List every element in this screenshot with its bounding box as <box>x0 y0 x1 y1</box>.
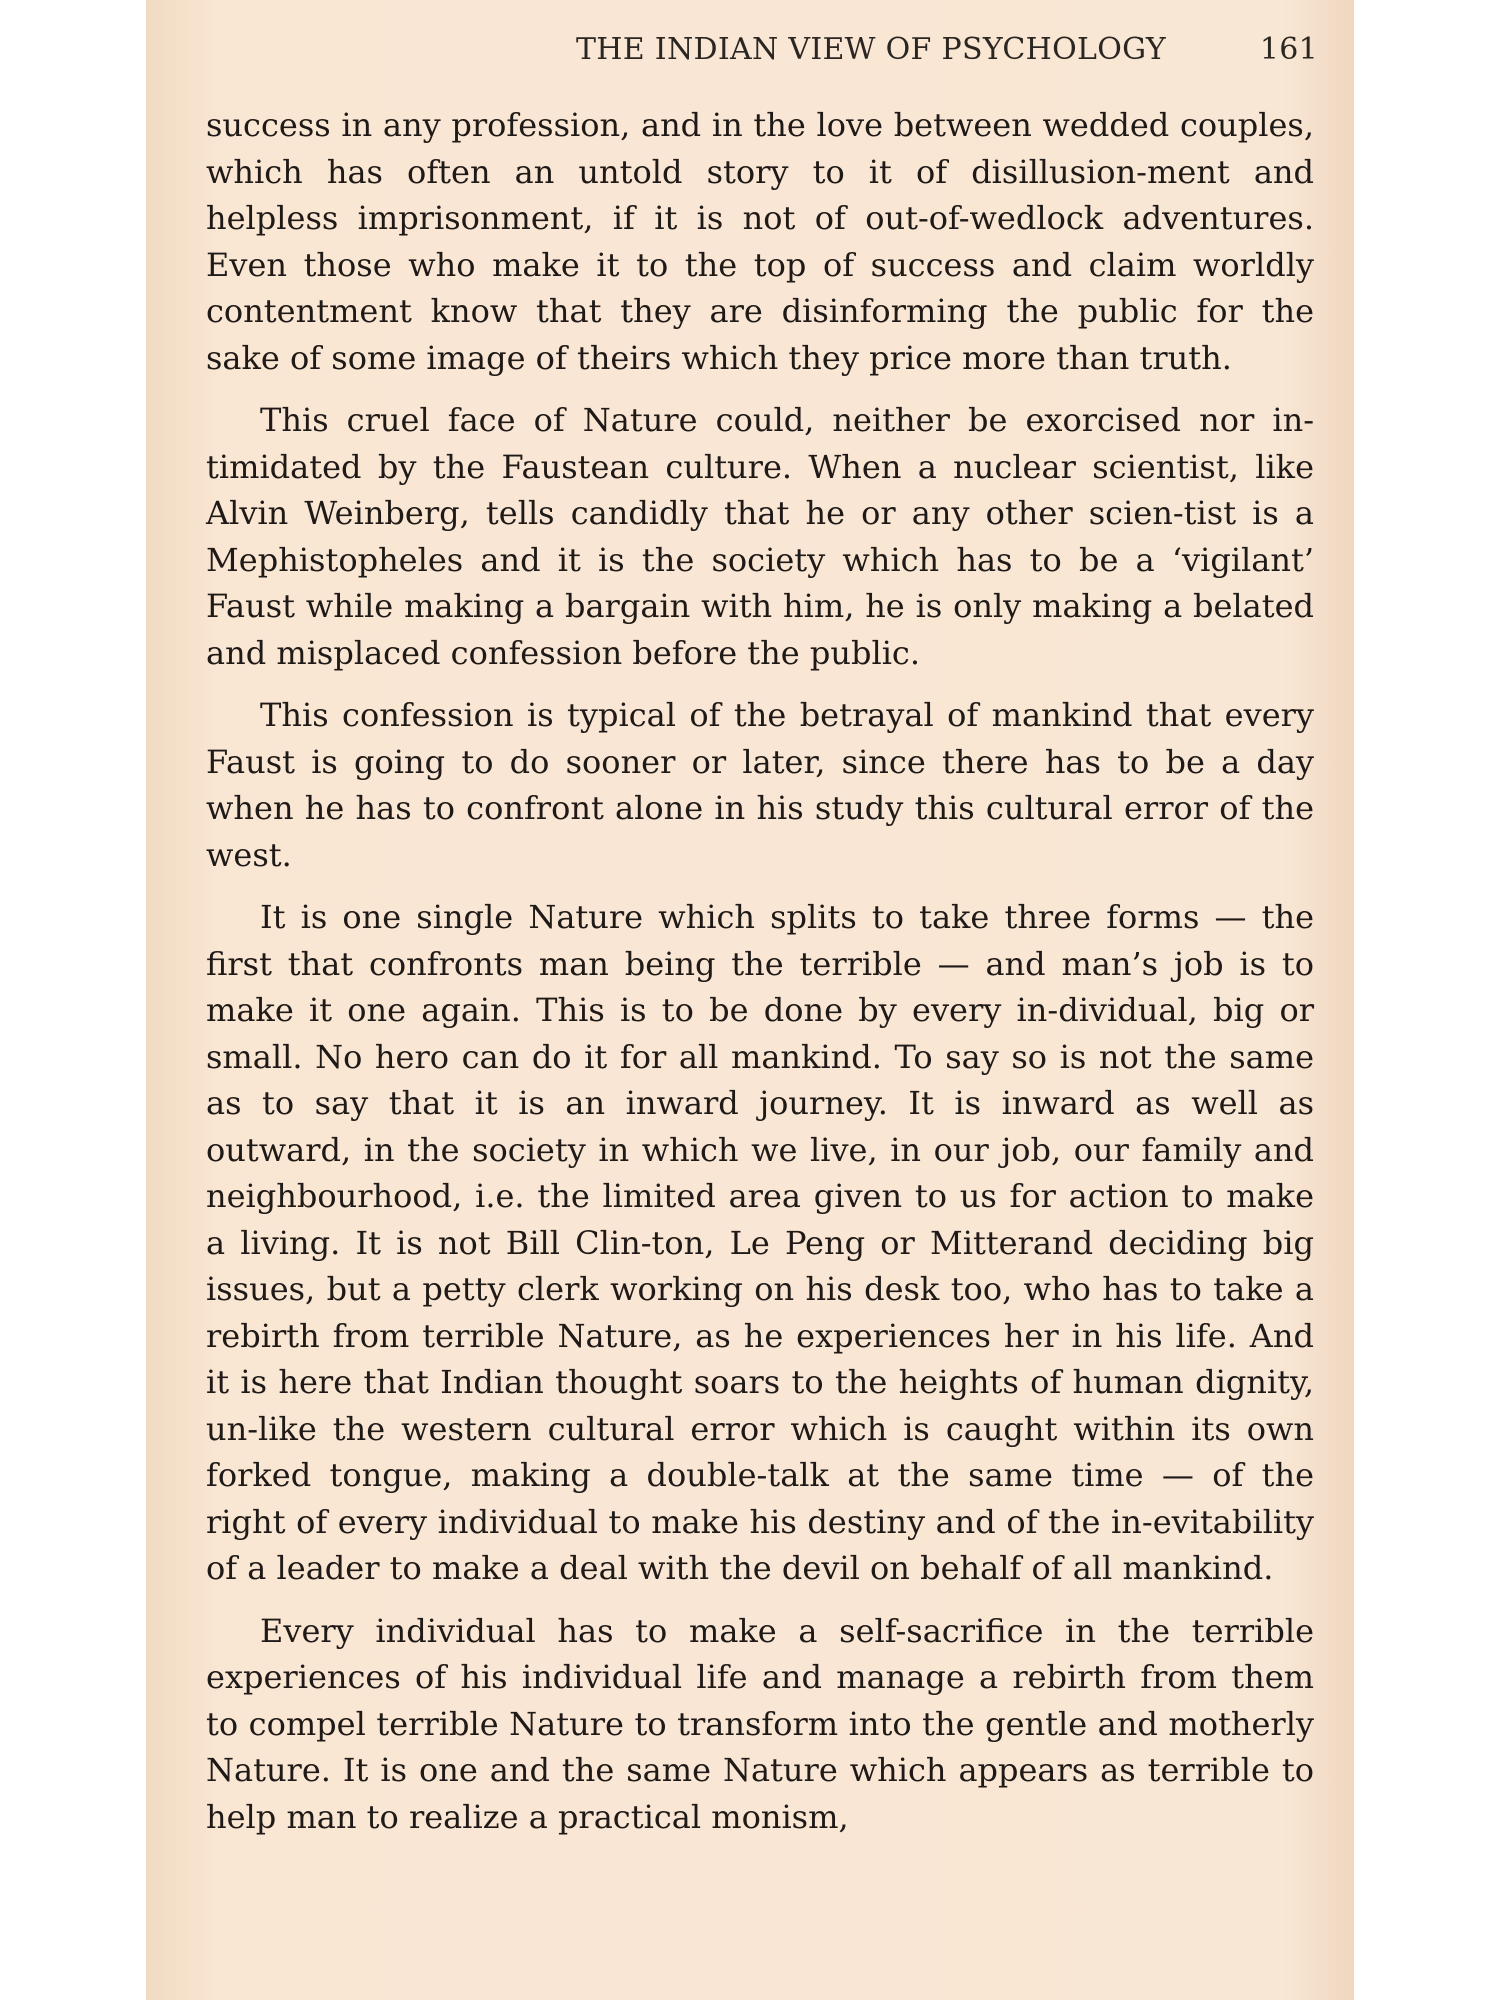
paragraph-self-sacrifice: Every individual has to make a self-sacrifice in the terrible experiences of his individual life and manage a rebirth from them to compel terrible Nature to transform into the gentle and motherly Nature. It is one and the same Nature which appears as terrible to help man to realize a practical monism, <box>206 1611 1314 1836</box>
paragraph-continuation: success in any profession, and in the love between wedded couples, which has often an untold story to it of disillusion-ment and helpless imprisonment, if it is not of out-of-wedlock adventures. Even those who make it to the top of success and claim worldly contentment know that they are disinforming the public for the sake of some image of theirs which they price more than truth. <box>206 106 1314 377</box>
book-page <box>146 0 1354 2000</box>
running-title: THE INDIAN VIEW OF PSYCHOLOGY <box>576 32 1166 67</box>
page-header <box>206 28 1318 78</box>
paragraph-faustean-culture: This cruel face of Nature could, neither be exorcised nor in-timidated by the Faustean culture. When a nuclear scientist, like Alvin Weinberg, tells candidly that he or any other scien-tist is a Mephistopheles and it is the society which has to be a ‘vigilant’ Faust while making a bargain with him, he is only making a belated and misplaced confession before the public. <box>206 401 1314 672</box>
paragraph-single-nature: It is one single Nature which splits to take three forms — the first that confronts man being the terrible — and man’s job is to make it one again. This is to be done by every in-dividual, big or small. No hero can do it for all mankind. To say so is not the same as to say that it is an inward journey. It is inward as well as outward, in the society in which we live, in our job, our family and neighbourhood, i.e. the limited area given to us for action to make a living. It is not Bill Clin-ton, Le Peng or Mitterand deciding big issues, but a petty clerk working on his desk too, who has to take a rebirth from terrible Nature, as he experiences her in his life. And it is here that Indian thought soars to the heights of human dignity, un-like the western cultural error which is caught within its own forked tongue, making a double-talk at the same time — of the right of every individual to make his destiny and of the in-evitability of a leader to make a deal with the devil on behalf of all mankind. <box>206 898 1314 1587</box>
paragraph-confession: This confession is typical of the betrayal of mankind that every Faust is going to do sooner or later, since there has to be a day when he has to confront alone in his study this cultural error of the west. <box>206 696 1314 874</box>
body-text <box>206 102 1314 1856</box>
page-number: 161 <box>1259 32 1318 67</box>
